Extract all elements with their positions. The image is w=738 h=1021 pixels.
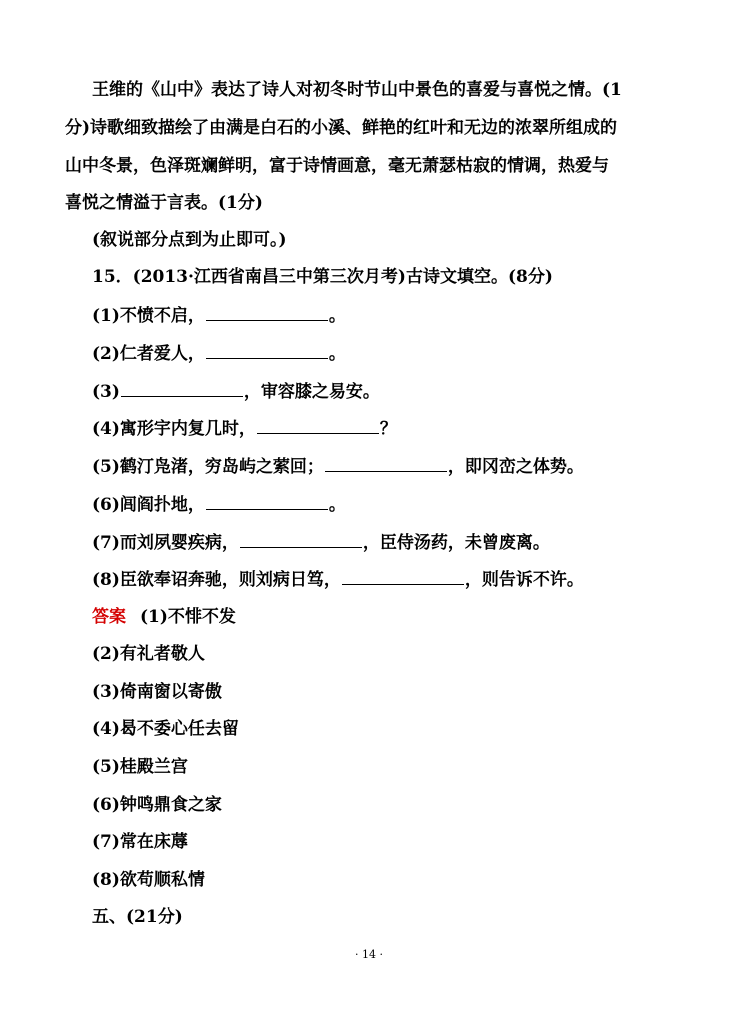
item-text-before: (7)而刘夙婴疾病，	[92, 533, 239, 553]
fill-blank[interactable]	[240, 531, 362, 548]
answer-line-1	[92, 606, 236, 628]
question-item	[92, 417, 397, 440]
question-item	[92, 342, 346, 365]
answer-item: (8)欲苟顺私情	[92, 870, 205, 890]
fill-blank[interactable]	[342, 568, 464, 585]
fill-blank[interactable]	[206, 304, 328, 321]
question-item	[92, 304, 346, 327]
answer-item: (7)常在床蓐	[92, 832, 188, 852]
question-header: 15．(2013·江西省南昌三中第三次月考)古诗文填空。(8分)	[92, 267, 553, 287]
item-text-before: (8)臣欲奉诏奔驰，则刘病日笃，	[92, 570, 341, 590]
item-text-after: 。	[328, 495, 346, 515]
fill-blank[interactable]	[206, 342, 328, 359]
fill-blank[interactable]	[257, 417, 379, 434]
answer-label: 答案	[92, 607, 126, 627]
section-heading: 五、(21分)	[92, 907, 183, 927]
item-text-before: (5)鹤汀凫渚，穷岛屿之萦回；	[92, 457, 324, 477]
answer-item: (4)曷不委心任去留	[92, 719, 239, 739]
question-item	[92, 568, 584, 591]
paragraph-line-3: 山中冬景，色泽斑斓鲜明，富于诗情画意，毫无萧瑟枯寂的情调，热爱与	[65, 156, 609, 176]
question-item	[92, 531, 550, 554]
item-text-after: ，即冈峦之体势。	[447, 457, 584, 477]
paragraph-line-1: 王维的《山中》表达了诗人对初冬时节山中景色的喜爱与喜悦之情。(1	[92, 80, 622, 100]
fill-blank[interactable]	[325, 455, 447, 472]
item-text-before: (6)闾阎扑地，	[92, 495, 205, 515]
answer-item: (5)桂殿兰宫	[92, 757, 188, 777]
scoring-note: (叙说部分点到为止即可。)	[92, 230, 287, 250]
item-text-before: (1)不愤不启，	[92, 306, 205, 326]
item-text-before: (3)	[92, 382, 120, 402]
item-text-before: (4)寓形宇内复几时，	[92, 419, 256, 439]
question-item	[92, 455, 584, 478]
item-text-after: ，审容膝之易安。	[243, 382, 380, 402]
question-item	[92, 493, 346, 516]
item-text-after: 。	[328, 344, 346, 364]
item-text-after: 。	[328, 306, 346, 326]
item-text-after: ，则告诉不许。	[464, 570, 584, 590]
page-number: · 14 ·	[355, 948, 383, 961]
question-item	[92, 380, 380, 403]
answer-item: (6)钟鸣鼎食之家	[92, 795, 222, 815]
fill-blank[interactable]	[206, 493, 328, 510]
answer-item: (3)倚南窗以寄傲	[92, 682, 222, 702]
item-text-after: ，臣侍汤药，未曾废离。	[362, 533, 550, 553]
answer-item: (2)有礼者敬人	[92, 644, 205, 664]
fill-blank[interactable]	[121, 380, 243, 397]
paragraph-line-4: 喜悦之情溢于言表。(1分)	[65, 193, 263, 213]
item-text-after: ？	[379, 419, 397, 439]
item-text-before: (2)仁者爱人，	[92, 344, 205, 364]
answer-item: (1)不悱不发	[140, 607, 236, 627]
paragraph-line-2: 分)诗歌细致描绘了由满是白石的小溪、鲜艳的红叶和无边的浓翠所组成的	[65, 118, 618, 138]
